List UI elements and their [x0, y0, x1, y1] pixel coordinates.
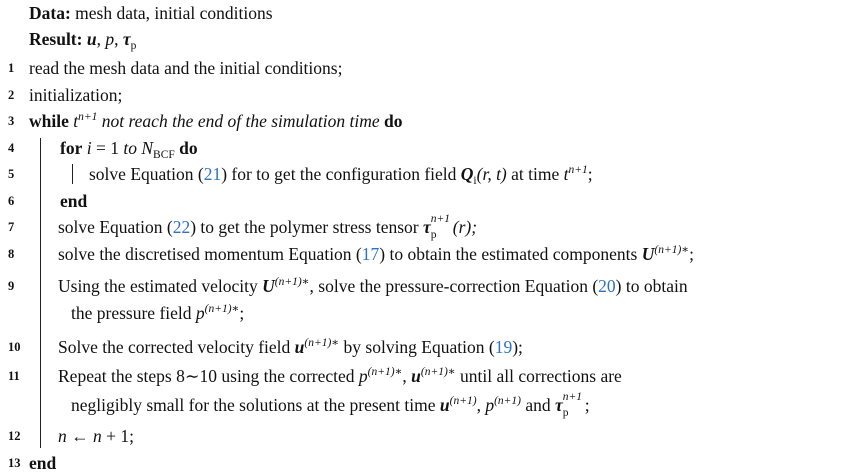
text-a: solve Equation ( [89, 164, 204, 184]
algo-line-11-cont: negligibly small for the solutions at the present time $u^{(n+1)}$, $p^{(n+1)}$ and τ n+1 p ; [71, 391, 590, 419]
data-label: Data: [29, 3, 71, 23]
line-number: 7 [8, 220, 15, 234]
equation-ref-22[interactable]: 22 [172, 217, 191, 237]
keyword-for: for [60, 138, 83, 158]
var-u: u [294, 337, 305, 357]
var-n: n [58, 426, 67, 446]
keyword-end: end [29, 453, 57, 473]
line-number: 3 [8, 114, 15, 128]
text-b: ; [239, 303, 245, 323]
keyword-do: do [179, 138, 198, 158]
equation-ref-17[interactable]: 17 [361, 244, 380, 264]
text-c: ; [689, 244, 694, 264]
var-t: t [73, 111, 79, 131]
algo-line-12 [0, 423, 855, 449]
equation-ref-19[interactable]: 19 [494, 337, 513, 357]
text-c: at time [506, 164, 564, 184]
algo-line-10 [0, 334, 855, 360]
line-number: 5 [8, 167, 15, 181]
keyword-to: to [123, 138, 137, 158]
var-n: n [93, 426, 102, 446]
line-number: 2 [8, 88, 15, 102]
line-number: 6 [8, 194, 15, 208]
var-tau: τ [555, 395, 563, 415]
text-d: ; [587, 164, 593, 184]
sup-n1-star: (n+1)∗ [420, 366, 456, 378]
result-tau-sub: p [130, 40, 137, 52]
algo-line-6 [0, 188, 855, 214]
text-a: Repeat the steps 8∼10 using the corrected [58, 366, 359, 386]
sup-n1: n+1 [78, 111, 98, 123]
var-U: U [641, 244, 655, 264]
line-number: 12 [8, 429, 21, 443]
algo-line-11 [0, 363, 855, 389]
for-eq: = 1 [91, 138, 124, 158]
algo-line-2 [0, 82, 855, 108]
text-b: ) to obtain the estimated components [379, 244, 642, 264]
line-number: 1 [8, 61, 15, 75]
text-b: ) to get the polymer stress tensor [190, 217, 424, 237]
line-text: read the mesh data and the initial conditions; [29, 58, 343, 78]
algo-line-4 [0, 135, 855, 161]
line-number: 11 [8, 369, 20, 383]
sup-n1: (n+1) [449, 395, 477, 407]
var-u: u [411, 366, 421, 386]
var-t: t [563, 164, 569, 184]
line-number: 8 [8, 247, 15, 261]
sub-i: i [473, 175, 477, 187]
args-r: (r); [452, 217, 478, 237]
data-line [0, 0, 855, 26]
sup-n1-star: (n+1)∗ [274, 276, 310, 288]
args-r-t: (r, t) [476, 164, 507, 184]
line-number: 9 [8, 279, 15, 293]
text-c: ) to obtain [615, 276, 688, 296]
line-number: 10 [8, 340, 21, 354]
result-tau: τ [122, 29, 131, 49]
sub-BCF: BCF [153, 149, 175, 161]
var-p: p [485, 395, 495, 415]
algo-line-8 [0, 241, 855, 267]
algo-line-9-cont [0, 300, 855, 326]
text-c: until all corrections are [455, 366, 622, 386]
algo-line-7: 7 solve Equation (22) to get the polymer stress tensor τ n+1 p (r); [8, 213, 478, 241]
text-b: , solve the pressure-correction Equation ( [309, 276, 599, 296]
text-a: the pressure field [71, 303, 196, 323]
var-N: N [141, 138, 154, 158]
line-number: 4 [8, 141, 15, 155]
result-line: Result: u, p, $\tau_p$ [29, 29, 137, 52]
algo-line-13 [0, 450, 855, 476]
sup-n1-star: (n+1)∗ [304, 337, 340, 349]
line-number: 13 [8, 456, 21, 470]
text-a: solve Equation ( [58, 217, 173, 237]
text-b: , [402, 366, 412, 386]
while-condition: not reach the end of the simulation time [101, 111, 380, 131]
var-Q: Q [460, 164, 474, 184]
var-p: p [358, 366, 368, 386]
keyword-while: while [29, 111, 69, 131]
text-b: by solving Equation ( [339, 337, 495, 357]
keyword-end: end [60, 191, 88, 211]
text-a: Solve the corrected velocity field [58, 337, 295, 357]
text-a: solve the discretised momentum Equation ( [58, 244, 362, 264]
sup-n1-star: (n+1)∗ [204, 303, 240, 315]
sup-n1-star: (n+1)∗ [654, 244, 690, 256]
arrow: ← [66, 426, 93, 446]
equation-ref-20[interactable]: 20 [598, 276, 616, 296]
result-label: Result: [29, 29, 83, 49]
data-text: mesh data, initial conditions [75, 3, 273, 23]
text-b: , [476, 395, 486, 415]
var-U: U [262, 276, 275, 296]
var-u: u [439, 395, 450, 415]
sup-n1: (n+1) [494, 395, 521, 407]
keyword-do: do [384, 111, 403, 131]
algo-line-9 [0, 273, 855, 299]
text-d: ; [584, 395, 590, 415]
line-text: initialization; [29, 85, 123, 105]
plus-one: + 1; [101, 426, 134, 446]
text-b: ) for to get the configuration field [221, 164, 461, 184]
sup-n1-star: (n+1)∗ [367, 366, 403, 378]
text-c: ); [512, 337, 523, 357]
algo-line-1 [0, 55, 855, 81]
algo-line-3 [0, 108, 855, 134]
var-i: i [86, 138, 92, 158]
text-c: and [520, 395, 556, 415]
sup-n1: n+1 [568, 164, 588, 176]
equation-ref-21[interactable]: 21 [203, 164, 222, 184]
text-a: Using the estimated velocity [58, 276, 263, 296]
var-tau: τ [423, 217, 431, 237]
algo-line-5 [0, 161, 855, 187]
result-p: p [105, 29, 115, 49]
text-a: negligibly small for the solutions at the present time [71, 395, 440, 415]
var-p: p [195, 303, 205, 323]
result-u: u [86, 29, 97, 49]
